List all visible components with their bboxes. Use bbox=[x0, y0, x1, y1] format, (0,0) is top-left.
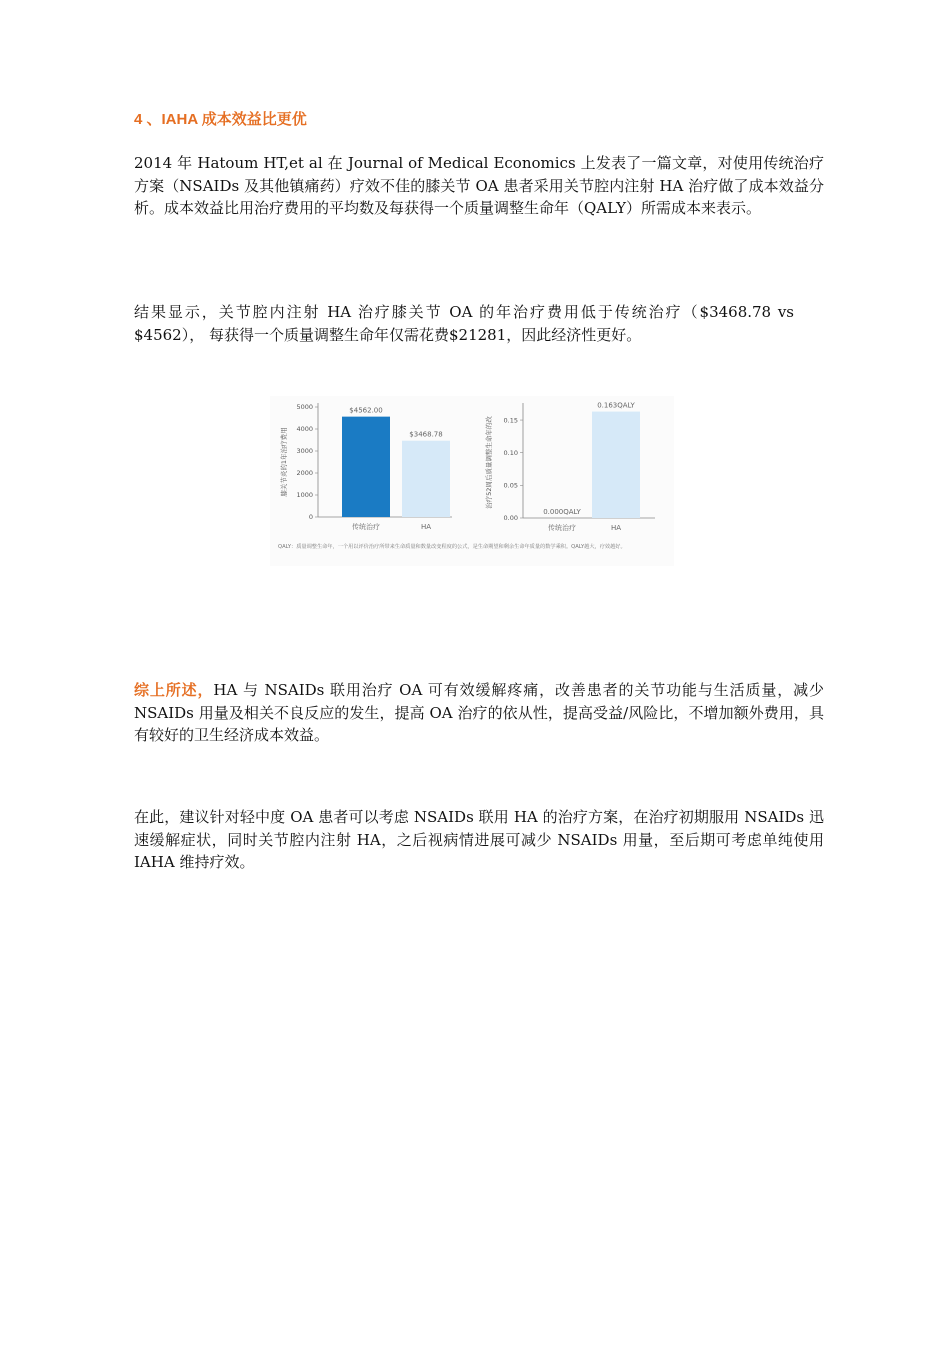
cost-effectiveness-figure bbox=[270, 396, 674, 566]
paragraph-summary bbox=[134, 679, 824, 747]
y-tick-label: 0 bbox=[308, 513, 313, 522]
y-tick-label: 0.00 bbox=[503, 514, 518, 523]
y-tick-label: 1000 bbox=[296, 491, 313, 500]
bar-HA bbox=[592, 412, 640, 518]
category-label: HA bbox=[420, 523, 432, 531]
chart-1 bbox=[279, 403, 452, 531]
y-tick-label: 0.05 bbox=[503, 481, 518, 490]
chart-2 bbox=[484, 402, 655, 532]
paragraph-study-intro: 2014 年 Hatoum HT,et al 在 Journal of Medical Economics 上发表了一篇文章，对使用传统治疗方案（NSAIDs 及其他镇痛药）疗效不佳的膝关节 OA 患者采用关节腔内注射 HA 治疗做了成本效益分析。成本效益比用治疗费用的平均数及每获得一个质量调整生命年（QALY）所需成本来表示。 bbox=[134, 154, 824, 217]
summary-body: HA 与 NSAIDs 联用治疗 OA 可有效缓解疼痛，改善患者的关节功能与生活质量，减少 NSAIDs 用量及相关不良反应的发生，提高 OA 治疗的依从性，提高受益/风险比，不增加额外费用，具有较好的卫生经济成本效益。 bbox=[134, 681, 824, 744]
data-label: 0.163QALY bbox=[597, 401, 635, 410]
category-label: 传统治疗 bbox=[352, 523, 380, 531]
category-label: 传统治疗 bbox=[548, 524, 576, 532]
figure-caption: QALY：质量调整生命年，一个用以评价治疗所带来生命质量和数量改变程度的公式，是生命期望和剩余生命年质量的数学乘积。QALY越大，疗效越好。 bbox=[278, 544, 626, 550]
y-tick-label: 4000 bbox=[296, 425, 313, 434]
y-axis-label: 膝关节炎的1年治疗费用 bbox=[280, 427, 288, 497]
y-tick-label: 3000 bbox=[296, 447, 313, 456]
paragraph-results: 结果显示，关节腔内注射 HA 治疗膝关节 OA 的年治疗费用低于传统治疗（$3468.78 vs $4562）， 每获得一个质量调整生命年仅需花费$21281，因此经济性更好。 bbox=[134, 303, 794, 344]
y-tick-label: 2000 bbox=[296, 469, 313, 478]
charts-svg bbox=[270, 396, 674, 544]
y-tick-label: 0.15 bbox=[503, 416, 518, 425]
data-label: $4562.00 bbox=[349, 406, 383, 415]
y-tick-label: 5000 bbox=[296, 403, 313, 412]
y-axis-label: 治疗52周后质量调整生命年的改 bbox=[485, 416, 493, 509]
data-label: 0.000QALY bbox=[543, 508, 581, 516]
summary-lead: 综上所述， bbox=[134, 681, 214, 699]
bar-传统治疗 bbox=[342, 417, 390, 517]
paragraph-recommendation: 在此，建议针对轻中度 OA 患者可以考虑 NSAIDs 联用 HA 的治疗方案，在治疗初期服用 NSAIDs 迅速缓解症状，同时关节腔内注射 HA，之后视病情进展可减少 NSAIDs 用量，至后期可考虑单纯使用 IAHA 维持疗效。 bbox=[134, 808, 824, 871]
y-tick-label: 0.10 bbox=[503, 448, 518, 457]
data-label: $3468.78 bbox=[409, 430, 443, 439]
category-label: HA bbox=[610, 524, 622, 532]
bar-HA bbox=[402, 441, 450, 517]
section-heading: 4 、IAHA 成本效益比更优 bbox=[134, 111, 307, 128]
